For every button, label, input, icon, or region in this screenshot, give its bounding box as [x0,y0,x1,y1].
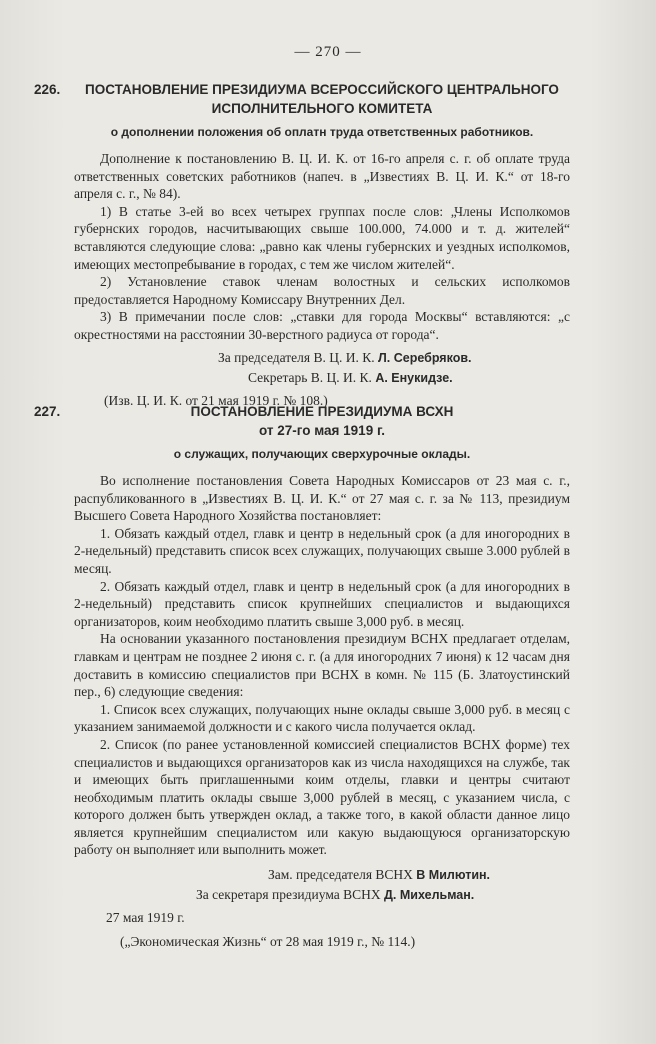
doc-226 [74,80,570,410]
signature-role: Зам. председателя ВСНХ [268,867,413,883]
doc-227-paragraph: На основании указанного постановления президиум ВСНХ предлагает отделам, главкам и центрам не позднее 2 июня с. г. (а для иногородних 7 июня) к 12 часам дня доставить в комиссию специалистов при ВСНХ в комн. № 115 (Б. Златоустинский пер., 6) следующие сведения: [74,631,570,700]
signature-name: В Милютин. [416,868,491,883]
doc-227-date: 27 мая 1919 г. [106,910,185,926]
doc-226-source: (Изв. Ц. И. К. от 21 мая 1919 г. № 108.) [104,392,328,408]
doc-227-signature-2 [74,885,570,905]
doc-227-signature-1 [74,865,570,885]
page-number: — 270 — [294,44,362,60]
signature-name: Д. Михельман. [384,888,475,903]
signature-role: За председателя В. Ц. И. К. [218,349,375,365]
doc-227-title: ПОСТАНОВЛЕНИЕ ПРЕЗИДИУМА ВСХН [190,404,454,419]
doc-226-paragraph: 1) В статье 3-ей во всех четырех группах после слов: „Члены Исполкомов губернских городов, насчитывающих свыше 100.000, 74.000 и т. д. жителей“ вставляются следующие слова: „равно как члены губернских и уездных исполкомов, имеющих местопребывание в городах, с тем же числом жителей“. [74,203,570,272]
doc-226-number: 226. [34,82,61,97]
doc-226-title: ПОСТАНОВЛЕНИЕ ПРЕЗИДИУМА ВСЕРОССИЙСКОГО ЦЕНТРАЛЬНОГО ИСПОЛНИТЕЛЬНОГО КОМИТЕТА [85,82,559,116]
doc-227-paragraph: Во исполнение постановления Совета Народных Комиссаров от 23 мая с. г., распубликованного в „Известиях В. Ц. И. К.“ от 27 мая с. г. за № 113, президиум Высшего Совета Народного Хозяйства постановляет: [74,473,570,524]
signature-role: За секретаря президиума ВСНХ [196,887,381,903]
signature-name: Л. Серебряков. [378,350,472,365]
doc-227-number: 227. [34,404,61,419]
doc-227 [74,402,570,951]
doc-227-subtitle: о служащих, получающих сверхурочные оклады. [173,447,471,461]
doc-226-subtitle: о дополнении положения об оплатн труда ответственных работников. [110,125,534,139]
doc-226-paragraph: 2) Установление ставок членам волостных и сельских исполкомов предоставляется Народному Комиссару Внутренних Дел. [74,274,570,307]
signature-name: А. Енукидзе. [375,370,453,385]
doc-226-signature-2 [74,368,570,388]
doc-226-paragraph: Дополнение к постановлению В. Ц. И. К. от 16-го апреля с. г. об оплате труда ответственных советских работников (напеч. в „Известиях В. Ц. И. К.“ от 18-го апреля с. г., № 84). [74,151,570,202]
doc-227-paragraph: 2. Список (по ранее установленной комиссией специалистов ВСНХ форме) тех специалистов и выдающихся организаторов как из числа находящихся на службе, так и имеющих быть приглашенными коим отделы, главки и центры считают необходимым платить оклады свыше 3,000 рублей в месяц, с указанием числа, с которого должен быть утвержден оклад, а также того, в какой области данное лицо является крупнейшим специалистом или какую выдающуюся организаторскую работу он выполняет или выполнить может. [74,736,570,858]
doc-226-paragraph: 3) В примечании после слов: „ставки для города Москвы“ вставляются: „с окрестностями на расстоянии 30-верстного радиуса от города“. [74,309,570,342]
doc-227-paragraph: 2. Обязать каждый отдел, главк и центр в недельный срок (а для иногородних в 2-недельный) представить список крупнейших специалистов и выдающихся организаторов, коим необходимо платить свыше 3,000 руб. в месяц. [74,578,570,629]
doc-227-date-title: от 27-го мая 1919 г. [259,423,385,438]
doc-227-source: („Экономическая Жизнь“ от 28 мая 1919 г., № 114.) [120,934,416,950]
signature-role: Секретарь В. Ц. И. К. [248,369,372,385]
doc-227-paragraph: 1. Список всех служащих, получающих ныне оклады свыше 3,000 руб. в месяц с указанием занимаемой должности и с какого числа получается оклад. [74,701,570,735]
doc-227-paragraph: 1. Обязать каждый отдел, главк и центр в недельный срок (а для иногородних в 2-недельный) представить список всех служащих, получающих свыше 3.000 рублей в месяц. [74,525,570,576]
doc-226-signature-1 [74,348,570,368]
